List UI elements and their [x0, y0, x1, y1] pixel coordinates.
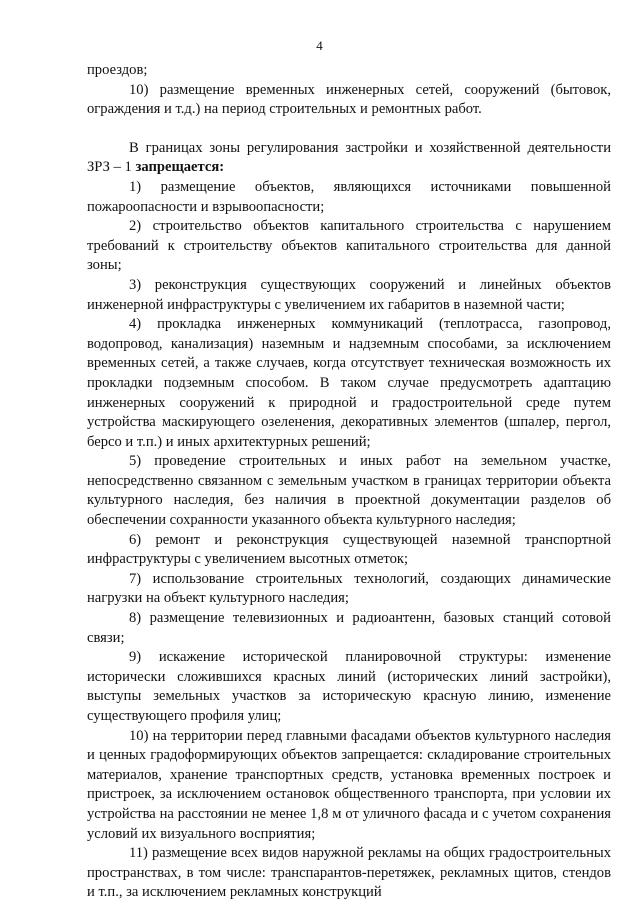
list-item: 10) на территории перед главными фасадами объектов культурного наследия и ценных градоформирующих объектов запрещается: складирование строительных материалов, хранение транспортных средств, установка временных построек и пристроек, за исключением остановок общественного транспорта, при условии их устройства на расстоянии не менее 1,8 м от уличного фасада и с учетом сохранения условий их визуального восприятия; — [87, 727, 611, 842]
document-body — [87, 61, 611, 903]
zone-heading — [87, 139, 611, 178]
zone-heading-text: В границах зоны регулирования застройки и хозяйственной деятельности ЗРЗ – 1 — [87, 139, 611, 176]
page-number: 4 — [316, 38, 323, 53]
list-item: 5) проведение строительных и иных работ на земельном участке, непосредственно связанном с земельным участком в границах территории объекта культурного наследия, без наличия в проектной документации разделов об обеспечении сохранности указанного объекта культурного наследия; — [87, 453, 611, 529]
list-item: 6) ремонт и реконструкция существующей наземной транспортной инфраструктуры с увеличением высотных отметок; — [87, 531, 611, 568]
list-item: 4) прокладка инженерных коммуникаций (теплотрасса, газопровод, водопровод, канализация) наземным и надземным способами, за исключением временных сетей, а также случаев, когда отсутствует техническая возможность их прокладки подземным способом. В таком случае предусмотреть адаптацию инженерных сооружений к природной и градостроительной среде путем устройства маскирующего озеленения, декоративных элементов (шпалер, пергол, берсо и т.п.) и иных архитектурных решений; — [87, 316, 611, 450]
list-item-10-temporary-networks: 10) размещение временных инженерных сетей, сооружений (бытовок, ограждения и т.д.) на период строительных и ремонтных работ. — [87, 81, 611, 118]
list-item: 8) размещение телевизионных и радиоантенн, базовых станций сотовой связи; — [87, 610, 611, 646]
list-item: 7) использование строительных технологий, создающих динамические нагрузки на объект культурного наследия; — [87, 570, 611, 607]
list-item: 9) искажение исторической планировочной структуры: изменение исторически сложившихся красных линий (исторических линий застройки), выступы земельных участков за историческую красную линию, изменение существующего профиля улиц; — [87, 649, 611, 724]
zone-heading-emphasis: запрещается: — [135, 159, 225, 176]
paragraph-gap — [87, 120, 611, 139]
list-item: 11) размещение всех видов наружной рекламы на общих градостроительных пространствах, в том числе: транспарантов-перетяжек, рекламных щитов, стендов и т.п., за исключением рекламных конструкций — [87, 845, 611, 901]
paragraph-continuation: проездов; — [87, 62, 148, 78]
list-item: 1) размещение объектов, являющихся источниками повышенной пожароопасности и взрывоопасности; — [87, 178, 611, 215]
list-item: 3) реконструкция существующих сооружений и линейных объектов инженерной инфраструктуры с увеличением их габаритов в наземной части; — [87, 276, 611, 313]
list-item: 2) строительство объектов капитального строительства с нарушением требований к строительству объектов капитального строительства для данной зоны; — [87, 218, 611, 274]
